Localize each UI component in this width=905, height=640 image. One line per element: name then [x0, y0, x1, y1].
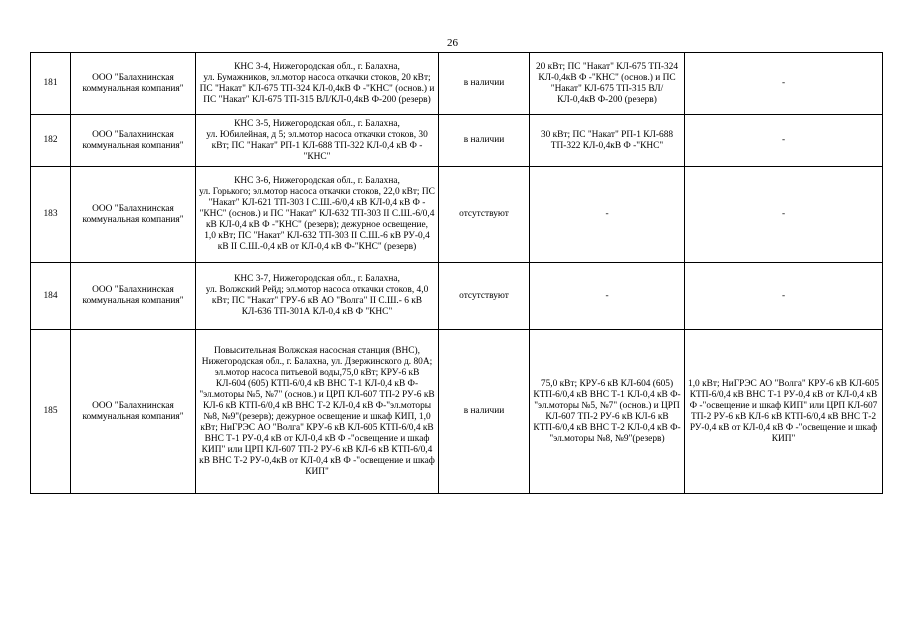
power-supply-category-b: 30 кВт; ПС "Накат" РП-1 КЛ-688 ТП-322 КЛ-0,4кВ Ф -"КНС" — [530, 115, 685, 167]
power-supply-category-c: - — [685, 115, 883, 167]
power-supply-category-c: 1,0 кВт; НиГРЭС АО "Волга" КРУ-6 кВ КЛ-605 КТП-6/0,4 кВ ВНС Т-1 РУ-0,4 кВ от КЛ-0,4 кВ Ф -"освещение и шкаф КИП" или ЦРП КЛ-607 ТП-2 РУ-6 кВ КЛ-6 кВ КТП-6/0,4 кВ ВНС Т-2 РУ-0,4 кВ от КЛ-0,4 кВ Ф -"освещение и шкаф КИП" — [685, 330, 883, 494]
availability-status: отсутствуют — [439, 167, 530, 263]
table-row — [31, 53, 883, 115]
table-row — [31, 330, 883, 494]
organization-name: ООО "Балахнинская коммунальная компания" — [71, 53, 196, 115]
table-row — [31, 115, 883, 167]
organization-name: ООО "Балахнинская коммунальная компания" — [71, 115, 196, 167]
organization-name: ООО "Балахнинская коммунальная компания" — [71, 167, 196, 263]
power-supply-category-b: 75,0 кВт; КРУ-6 кВ КЛ-604 (605) КТП-6/0,4 кВ ВНС Т-1 КЛ-0,4 кВ Ф-"эл.моторы №5, №7" (основ.) и ЦРП КЛ-607 ТП-2 РУ-6 кВ КЛ-6 кВ КТП-6/0,4 кВ ВНС Т-2 КЛ-0,4 кВ Ф-"эл.моторы №8, №9"(резерв) — [530, 330, 685, 494]
row-number: 185 — [31, 330, 71, 494]
power-supply-category-b: - — [530, 263, 685, 330]
row-number: 182 — [31, 115, 71, 167]
page-number: 26 — [447, 37, 458, 49]
row-number: 184 — [31, 263, 71, 330]
row-number: 181 — [31, 53, 71, 115]
power-supply-category-b: - — [530, 167, 685, 263]
availability-status: в наличии — [439, 115, 530, 167]
power-supply-category-c: - — [685, 167, 883, 263]
row-number: 183 — [31, 167, 71, 263]
power-supply-category-b: 20 кВт; ПС "Накат" КЛ-675 ТП-324 КЛ-0,4кВ Ф -"КНС" (основ.) и ПС "Накат" КЛ-675 ТП-315 ВЛ/КЛ-0,4кВ Ф-200 (резерв) — [530, 53, 685, 115]
object-description: Повысительная Волжская насосная станция (ВНС), Нижегородская обл., г. Балахна, ул. Дзержинского д. 80А; эл.мотор насоса питьевой воды,75,0 кВт; КРУ-6 кВ КЛ-604 (605) КТП-6/0,4 кВ ВНС Т-1 КЛ-0,4 кВ Ф-"эл.моторы №5, №7" (основ.) и ЦРП КЛ-607 ТП-2 РУ-6 кВ КЛ-6 кВ КТП-6/0,4 кВ ВНС Т-2 КЛ-0,4 кВ Ф-"эл.моторы №8, №9"(резерв); дежурное освещение и шкаф КИП, 1,0 кВт; НиГРЭС АО "Волга" КРУ-6 кВ КЛ-605 КТП-6/0,4 кВ ВНС Т-1 РУ-0,4 кВ от КЛ-0,4 кВ Ф -"освещение и шкаф КИП" или ЦРП КЛ-607 ТП-2 РУ-6 кВ КЛ-6 кВ КТП-6/0,4 кВ ВНС Т-2 РУ-0,4кВ от КЛ-0,4 кВ Ф -"освещение и шкаф КИП" — [196, 330, 439, 494]
availability-status: в наличии — [439, 330, 530, 494]
object-description: КНС 3-6, Нижегородская обл., г. Балахна, ул. Горького; эл.мотор насоса откачки стоков, 22,0 кВт; ПС "Накат" КЛ-621 ТП-303 I С.Ш.-6/0,4 кВ КЛ-0,4 кВ Ф -"КНС" (основ.) и ПС "Накат" КЛ-632 ТП-303 II С.Ш.-6/0,4 кВ КЛ-0,4 кВ Ф -"КНС" (резерв); дежурное освещение, 1,0 кВт; ПС "Накат" КЛ-632 ТП-303 II С.Ш.-6 кВ РУ-0,4 кВ II С.Ш.-0,4 кВ от КЛ-0,4 кВ Ф-"КНС" (резерв) — [196, 167, 439, 263]
object-description: КНС 3-7, Нижегородская обл., г. Балахна, ул. Волжский Рейд; эл.мотор насоса откачки стоков, 4,0 кВт; ПС "Накат" ГРУ-6 кВ АО "Волга" II С.Ш.- 6 кВ КЛ-636 ТП-301А КЛ-0,4 кВ Ф "КНС" — [196, 263, 439, 330]
power-supply-category-c: - — [685, 53, 883, 115]
table-row — [31, 167, 883, 263]
availability-status: в наличии — [439, 53, 530, 115]
table-row — [31, 263, 883, 330]
power-supply-category-c: - — [685, 263, 883, 330]
registry-table — [30, 52, 883, 494]
availability-status: отсутствуют — [439, 263, 530, 330]
organization-name: ООО "Балахнинская коммунальная компания" — [71, 263, 196, 330]
object-description: КНС 3-4, Нижегородская обл., г. Балахна, ул. Бумажников, эл.мотор насоса откачки стоков, 20 кВт; ПС "Накат" КЛ-675 ТП-324 КЛ-0,4кВ Ф -"КНС" (основ.) и ПС "Накат" КЛ-675 ТП-315 ВЛ/КЛ-0,4кВ Ф-200 (резерв) — [196, 53, 439, 115]
object-description: КНС 3-5, Нижегородская обл., г. Балахна, ул. Юбилейная, д 5; эл.мотор насоса откачки стоков, 30 кВт; ПС "Накат" РП-1 КЛ-688 ТП-322 КЛ-0,4 кВ Ф -"КНС" — [196, 115, 439, 167]
organization-name: ООО "Балахнинская коммунальная компания" — [71, 330, 196, 494]
